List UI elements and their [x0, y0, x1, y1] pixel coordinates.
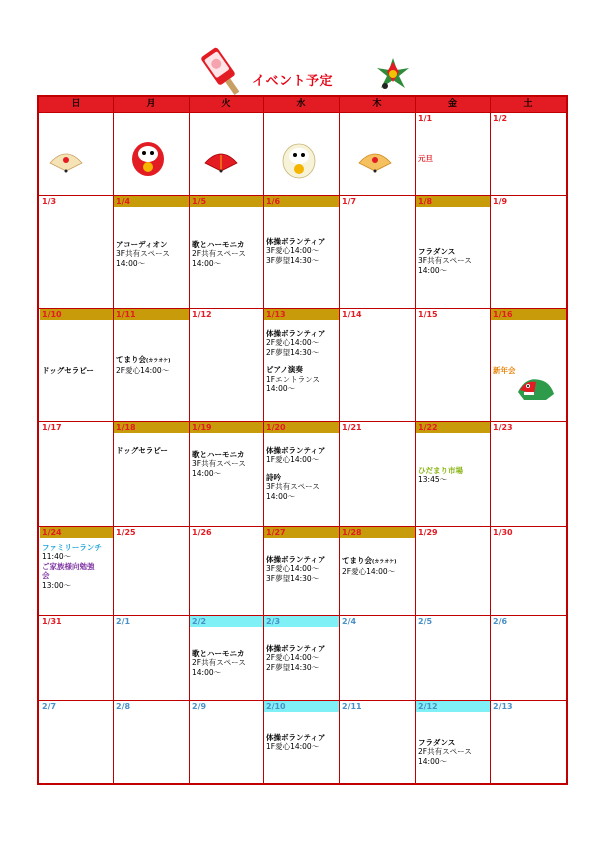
event-detail	[266, 338, 325, 347]
event-detail-text: 1F愛心14:00～	[266, 742, 320, 752]
event-detail	[342, 567, 396, 576]
event-detail	[418, 757, 472, 766]
event-entry	[116, 446, 168, 455]
grid-line	[415, 97, 416, 783]
event-detail-text: 2F愛心14:00～	[266, 653, 320, 663]
event-detail-text: 2F愛心14:00～	[342, 567, 396, 577]
event-title-text: 体操ボランティア	[266, 329, 326, 338]
event-detail	[418, 747, 472, 756]
weekday-header: 火	[189, 97, 263, 112]
event-title	[266, 329, 325, 338]
event-title	[266, 644, 325, 653]
event-detail	[266, 246, 325, 255]
daruma-white-icon	[281, 141, 317, 185]
event-detail-text: 2F共有スペース	[192, 249, 246, 259]
event-title	[192, 649, 246, 658]
grid-line	[189, 97, 190, 783]
date-label: 1/5	[192, 197, 207, 206]
event-entry	[192, 450, 246, 478]
title-area	[0, 46, 595, 96]
date-label: 1/16	[493, 310, 513, 319]
event-detail	[192, 658, 246, 667]
event-detail-text: 1Fエントランス	[266, 374, 320, 384]
event-title	[42, 562, 102, 571]
date-label: 1/21	[342, 423, 362, 432]
grid-line	[263, 97, 264, 783]
event-detail	[192, 259, 246, 268]
date-label: 1/30	[493, 528, 513, 537]
event-title-text: てまり会	[342, 556, 372, 565]
calendar-grid	[37, 95, 568, 785]
event-detail	[116, 259, 170, 268]
date-label: 1/18	[116, 423, 136, 432]
event-entry	[192, 240, 246, 268]
event-title-text: ドッグセラピー	[116, 446, 168, 455]
date-label: 1/3	[42, 197, 57, 206]
event-entry	[418, 154, 433, 163]
sensu-fan-icon	[357, 149, 393, 177]
event-entry	[493, 366, 516, 375]
event-detail-text: 14:00～	[266, 491, 296, 501]
date-label: 2/11	[342, 702, 362, 711]
date-label: 2/2	[192, 617, 207, 626]
sensu-fan-icon	[203, 149, 239, 177]
event-detail-text: 2F共有スペース	[418, 747, 472, 757]
date-label: 2/7	[42, 702, 57, 711]
event-title	[116, 355, 170, 366]
date-label: 1/28	[342, 528, 362, 537]
event-detail	[418, 266, 472, 275]
hagoita-icon	[200, 46, 248, 98]
event-detail	[192, 249, 246, 258]
event-detail-text: 3F夢望14:30～	[266, 255, 320, 265]
date-label: 1/7	[342, 197, 357, 206]
event-title	[266, 555, 325, 564]
event-detail	[266, 564, 325, 573]
date-label: 1/15	[418, 310, 438, 319]
event-title-text: ご家族様向勉強	[42, 561, 95, 571]
event-detail-text: 3F愛心14:00～	[266, 246, 320, 256]
event-entry	[342, 556, 396, 577]
event-detail-text: 3F愛心14:00～	[266, 564, 320, 574]
event-detail	[266, 653, 325, 662]
grid-line	[39, 308, 566, 309]
event-title-text: 元旦	[418, 154, 433, 163]
date-label: 2/13	[493, 702, 513, 711]
koma-icon	[375, 56, 411, 92]
event-title-text: 体操ボランティア	[266, 446, 326, 455]
event-detail-text: 3F共有スペース	[192, 459, 246, 469]
event-title	[192, 450, 246, 459]
event-title	[192, 240, 246, 249]
event-detail-text: 2F愛心14:00～	[266, 338, 320, 348]
event-title	[42, 571, 102, 580]
page-title: イベント予定	[252, 74, 334, 89]
date-label: 1/4	[116, 197, 131, 206]
event-entry	[418, 466, 463, 485]
event-title-text: 詩吟	[266, 472, 281, 482]
event-entry	[42, 366, 94, 375]
grid-line	[113, 97, 114, 783]
weekday-header: 土	[490, 97, 566, 112]
event-detail	[418, 256, 472, 265]
grid-line	[339, 97, 340, 783]
date-label: 1/13	[266, 310, 286, 319]
date-label: 1/1	[418, 114, 433, 123]
weekday-header: 木	[339, 97, 415, 112]
event-detail-text: 14:00～	[116, 258, 146, 268]
event-title-text: てまり会	[116, 355, 146, 364]
event-title	[266, 733, 325, 742]
event-detail	[266, 742, 325, 751]
event-detail	[42, 552, 102, 561]
event-title-note: (カラオケ)	[372, 559, 397, 565]
date-label: 1/6	[266, 197, 281, 206]
event-title-text: 歌とハーモニカ	[192, 450, 245, 459]
event-detail	[266, 375, 325, 384]
event-title	[116, 240, 170, 249]
event-detail	[266, 574, 325, 583]
event-title-text: フラダンス	[418, 738, 456, 747]
event-detail-text: 14:00～	[192, 258, 222, 268]
event-detail-text: 14:00～	[192, 468, 222, 478]
event-detail	[192, 459, 246, 468]
date-label: 2/4	[342, 617, 357, 626]
event-entry	[266, 644, 325, 672]
daruma-red-icon	[130, 139, 166, 183]
event-detail-text: 14:00～	[418, 265, 448, 275]
event-title	[42, 366, 94, 375]
event-detail	[418, 475, 463, 484]
grid-line	[39, 421, 566, 422]
event-title-text: 体操ボランティア	[266, 733, 326, 742]
date-label: 1/17	[42, 423, 62, 432]
weekday-header: 水	[263, 97, 339, 112]
event-detail	[116, 366, 170, 375]
event-title	[493, 366, 516, 375]
event-title	[418, 738, 472, 747]
shishimai-icon	[516, 372, 556, 406]
date-label: 2/12	[418, 702, 438, 711]
weekday-header: 金	[415, 97, 490, 112]
date-label: 1/23	[493, 423, 513, 432]
event-detail	[192, 668, 246, 677]
event-detail-text: 3F共有スペース	[116, 249, 170, 259]
event-detail-text: 14:00～	[192, 667, 222, 677]
event-title	[418, 247, 472, 256]
event-title-text: 体操ボランティア	[266, 237, 326, 246]
event-title-note: (カラオケ)	[146, 358, 171, 364]
grid-line	[490, 97, 491, 783]
event-entry	[116, 240, 170, 268]
event-detail-text: 2F夢望14:30～	[266, 662, 320, 672]
event-detail	[192, 469, 246, 478]
event-entry	[266, 733, 325, 752]
event-detail-text: 13:45～	[418, 475, 448, 485]
event-spacer	[266, 465, 325, 473]
date-label: 1/19	[192, 423, 212, 432]
event-title-text: ピアノ演奏	[266, 365, 303, 375]
event-detail	[266, 384, 325, 393]
event-title-text: 歌とハーモニカ	[192, 240, 245, 249]
date-label: 1/2	[493, 114, 508, 123]
event-detail-text: 2F夢望14:30～	[266, 347, 320, 357]
event-detail-text: 1F愛心14:00～	[266, 455, 320, 465]
date-label: 1/22	[418, 423, 438, 432]
event-title-text: ひだまり市場	[418, 466, 463, 475]
grid-line	[39, 526, 566, 527]
event-entry	[266, 237, 325, 265]
event-entry	[418, 247, 472, 275]
date-label: 2/1	[116, 617, 131, 626]
event-title-text: 新年会	[493, 366, 516, 375]
date-label: 1/20	[266, 423, 286, 432]
event-detail	[116, 249, 170, 258]
sensu-fan-icon	[48, 149, 84, 177]
date-label: 1/10	[42, 310, 62, 319]
event-title-text: 体操ボランティア	[266, 555, 326, 564]
date-label: 1/26	[192, 528, 212, 537]
event-detail	[266, 492, 325, 501]
date-label: 1/11	[116, 310, 136, 319]
event-entry	[266, 446, 325, 501]
event-title-text: ドッグセラピー	[42, 366, 94, 375]
event-detail	[42, 581, 102, 590]
date-label: 1/27	[266, 528, 286, 537]
date-label: 1/9	[493, 197, 508, 206]
event-detail-text: 11:40～	[42, 552, 72, 562]
event-title-text: ファミリーランチ	[42, 543, 102, 552]
event-detail	[266, 348, 325, 357]
event-title	[418, 154, 433, 163]
event-detail	[266, 663, 325, 672]
event-detail-text: 2F共有スペース	[192, 658, 246, 668]
event-title-text: フラダンス	[418, 247, 456, 256]
event-entry	[116, 355, 170, 376]
date-label: 1/31	[42, 617, 62, 626]
event-title	[342, 556, 396, 567]
event-detail-text: 14:00～	[266, 384, 296, 394]
grid-line	[39, 195, 566, 196]
event-detail-text: 14:00～	[418, 756, 448, 766]
date-label: 1/8	[418, 197, 433, 206]
event-detail-text: 3F共有スペース	[418, 256, 472, 266]
event-entry	[266, 329, 325, 393]
event-title	[418, 466, 463, 475]
event-detail	[266, 256, 325, 265]
event-entry	[192, 649, 246, 677]
event-title	[266, 446, 325, 455]
event-detail-text: 13:00～	[42, 580, 72, 590]
date-label: 2/10	[266, 702, 286, 711]
weekday-header: 日	[39, 97, 113, 112]
date-label: 1/12	[192, 310, 212, 319]
event-title	[42, 543, 102, 552]
date-label: 1/14	[342, 310, 362, 319]
event-detail-text: 3F夢望14:30～	[266, 573, 320, 583]
grid-line	[39, 700, 566, 701]
event-title	[266, 473, 325, 482]
date-label: 1/29	[418, 528, 438, 537]
event-title	[116, 446, 168, 455]
event-detail-text: 3F共有スペース	[266, 482, 320, 492]
event-entry	[42, 543, 102, 590]
event-title	[266, 365, 325, 374]
event-detail	[266, 482, 325, 491]
weekday-header: 月	[113, 97, 189, 112]
event-entry	[418, 738, 472, 766]
grid-line	[39, 615, 566, 616]
date-label: 2/3	[266, 617, 281, 626]
date-label: 2/5	[418, 617, 433, 626]
date-label: 2/8	[116, 702, 131, 711]
event-title-text: アコーディオン	[116, 240, 168, 249]
event-title-text: 歌とハーモニカ	[192, 649, 245, 658]
event-detail	[266, 455, 325, 464]
event-title-text: 会	[42, 571, 50, 581]
date-label: 2/9	[192, 702, 207, 711]
date-label: 1/24	[42, 528, 62, 537]
event-title	[266, 237, 325, 246]
event-title-text: 体操ボランティア	[266, 644, 326, 653]
date-label: 2/6	[493, 617, 508, 626]
date-label: 1/25	[116, 528, 136, 537]
event-detail-text: 2F愛心14:00～	[116, 366, 170, 376]
grid-line	[39, 112, 566, 113]
event-entry	[266, 555, 325, 583]
